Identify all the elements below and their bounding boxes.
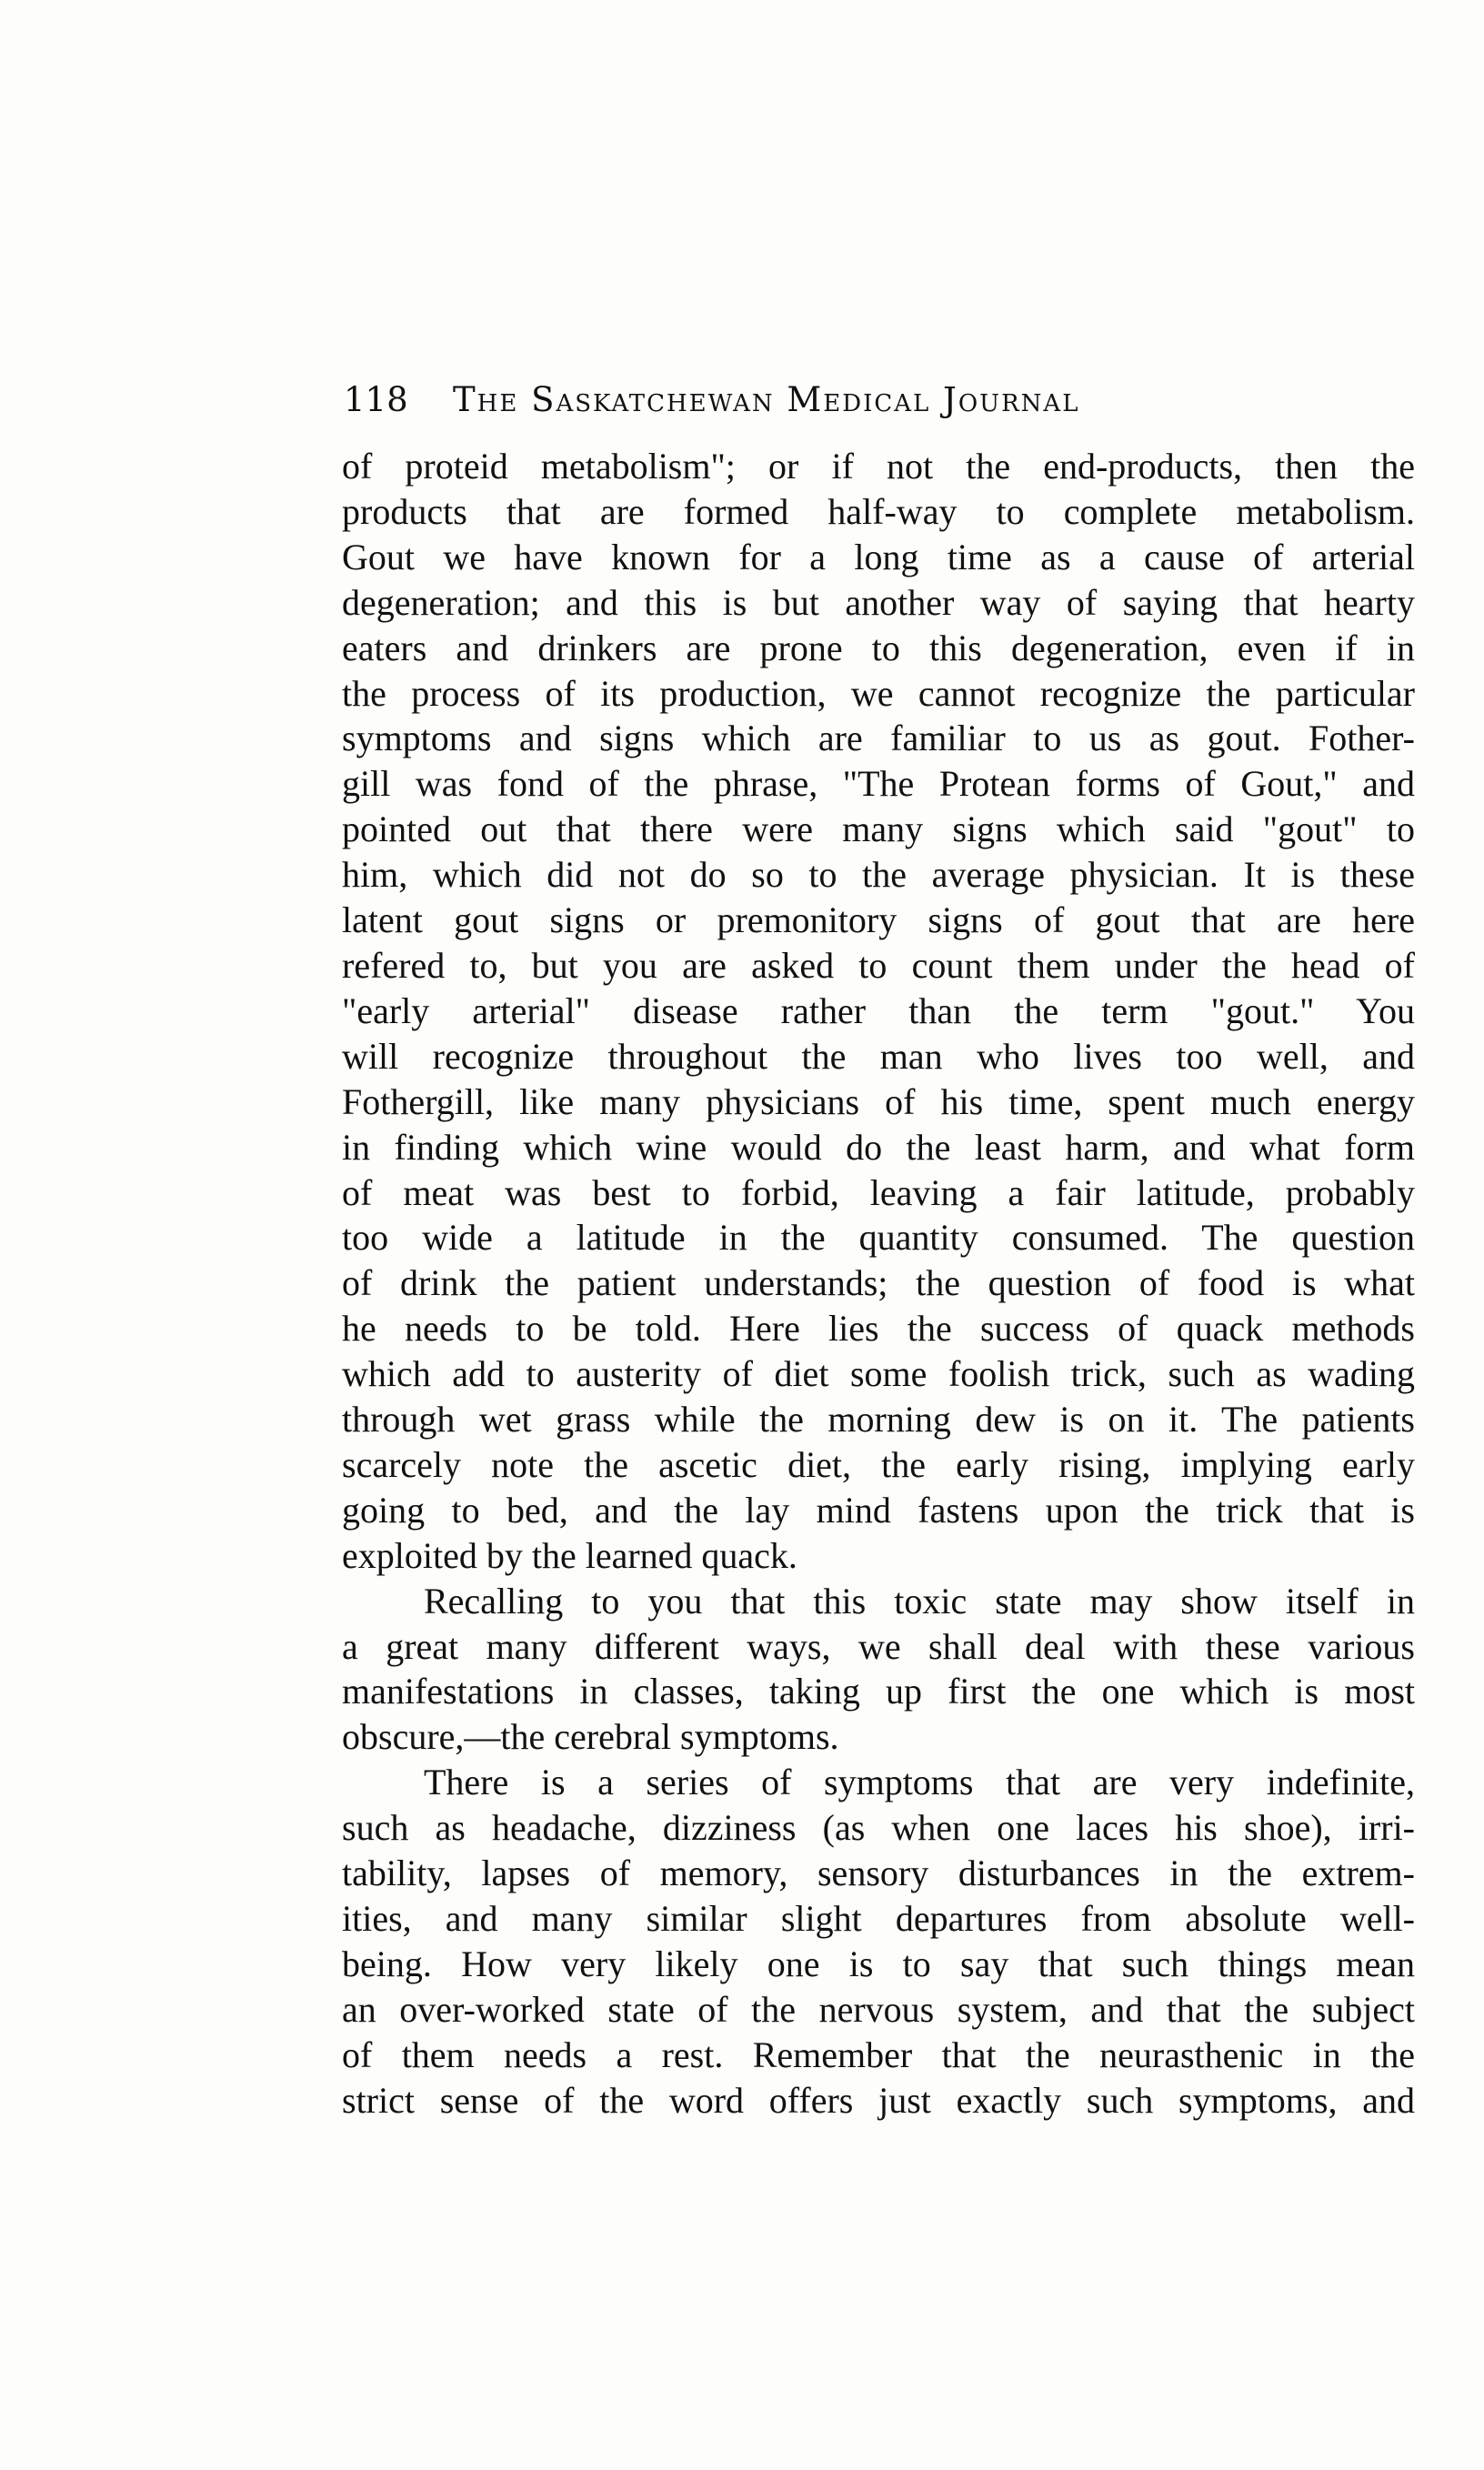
text-line: refered to, but you are asked to count them under the head of: [342, 944, 1415, 986]
text-line: obscure,—the cerebral symptoms.: [342, 1716, 839, 1758]
text-line: gill was fond of the phrase, "The Protean forms of Gout," and: [342, 763, 1415, 805]
text-line: strict sense of the word offers just exactly such symptoms, and: [342, 2079, 1415, 2121]
text-line: Recalling to you that this toxic state may show itself in: [424, 1580, 1415, 1622]
text-line: tability, lapses of memory, sensory disturbances in the extrem-: [342, 1852, 1415, 1894]
text-line: the process of its production, we cannot recognize the particular: [342, 672, 1415, 714]
text-line: an over-worked state of the nervous system, and that the subject: [342, 1988, 1415, 2030]
text-line: pointed out that there were many signs which said "gout" to: [342, 808, 1415, 850]
text-line: ities, and many similar slight departures from absolute well-: [342, 1898, 1415, 1939]
text-line: Gout we have known for a long time as a cause of arterial: [342, 536, 1415, 577]
text-line: manifestations in classes, taking up first the one which is most: [342, 1671, 1415, 1712]
text-line: degeneration; and this is but another way of saying that hearty: [342, 581, 1415, 623]
text-line: him, which did not do so to the average physician. It is these: [342, 854, 1415, 896]
text-line: symptoms and signs which are familiar to us as gout. Fother-: [342, 718, 1415, 759]
paragraph: [342, 1579, 1415, 1761]
text-line: of meat was best to forbid, leaving a fair latitude, probably: [342, 1171, 1415, 1213]
text-line: latent gout signs or premonitory signs of gout that are here: [342, 899, 1415, 941]
text-line: being. How very likely one is to say that such things mean: [342, 1943, 1415, 1984]
paragraph: [342, 444, 1415, 1579]
text-line: scarcely note the ascetic diet, the early rising, implying early: [342, 1443, 1415, 1485]
text-line: in finding which wine would do the least harm, and what form: [342, 1126, 1415, 1168]
text-line: of them needs a rest. Remember that the neurasthenic in the: [342, 2033, 1415, 2075]
running-head: [344, 373, 1417, 427]
text-line: of proteid metabolism"; or if not the end-products, then the: [342, 446, 1415, 487]
text-line: There is a series of symptoms that are very indefinite,: [424, 1762, 1415, 1803]
journal-title: The Saskatchewan Medical Journal: [453, 380, 1080, 419]
text-line: exploited by the learned quack.: [342, 1534, 797, 1576]
text-line: going to bed, and the lay mind fastens upon the trick that is: [342, 1489, 1415, 1531]
text-line: eaters and drinkers are prone to this degeneration, even if in: [342, 627, 1415, 668]
text-line: will recognize throughout the man who lives too well, and: [342, 1035, 1415, 1077]
text-line: Fothergill, like many physicians of his time, spent much energy: [342, 1080, 1415, 1122]
text-line: which add to austerity of diet some foolish trick, such as wading: [342, 1353, 1415, 1395]
text-line: such as headache, dizziness (as when one laces his shoe), irri-: [342, 1807, 1415, 1849]
text-line: products that are formed half-way to complete metabolism.: [342, 490, 1415, 532]
page-number: 118: [344, 380, 408, 419]
text-line: he needs to be told. Here lies the success of quack methods: [342, 1308, 1415, 1350]
text-line: a great many different ways, we shall deal with these various: [342, 1625, 1415, 1667]
body-text: [342, 444, 1415, 2124]
paragraph: [342, 1760, 1415, 2123]
text-line: of drink the patient understands; the question of food is what: [342, 1262, 1415, 1304]
text-line: through wet grass while the morning dew is on it. The patients: [342, 1399, 1415, 1441]
text-line: too wide a latitude in the quantity consumed. The question: [342, 1217, 1415, 1259]
text-line: "early arterial" disease rather than the term "gout." You: [342, 989, 1415, 1031]
